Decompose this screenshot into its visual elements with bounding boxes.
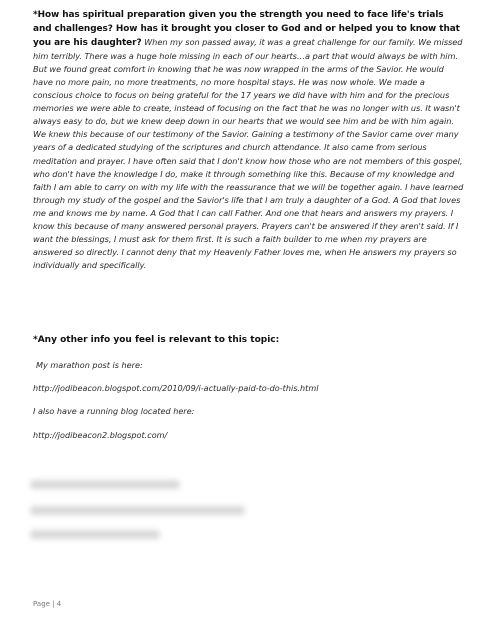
question-1-answer: When my son passed away, it was a great challenge for our family. We missed him terribly. There was a huge hole missing in each of our hearts…a part that would always be with him. But we found great comfort in knowing that he was now wrapped in the arms of the Savior. He would have no more pain, no more treatments, no more hospital stays. He was now whole. We made a conscious choice to focus on being grateful for the 17 years we did have with him and for the precious memories we were able to create, instead of focusing on the fact that he was no longer with us. It wasn't always easy to do, but we knew deep down in our hearts that we would see him and be with him again. We knew this because of our testimony of the Savior. Gaining a testimony of the Savior came over many years of a dedicated studying of the scriptures and church attendance. It also came from serious meditation and prayer. I have often said that I don't know how those who are not members of this gospel, who don't have the knowledge I do, make it through something like this. Because of my knowledge and faith I am able to carry on with my life with the reassurance that we will be together again. I have learned through my study of the gospel and the Savior's life that I am truly a daughter of a God. A God that loves me and knows me by name. A God that I can call Father. And one that hears and answers my prayers. I know this because of many answered personal prayers. Prayers can't be answered if they aren't said. If I want the blessings, I must ask for them first. It is such a faith builder to me when my prayers are answered so directly. I cannot deny that my Heavenly Father loves me, when He answers my prayers so individually and specifically. (33, 37, 464, 270)
page-number: Page | 4 (33, 600, 62, 608)
marathon-link: http://jodibeacon.blogspot.com/2010/09/i-actually-paid-to-do-this.html (33, 383, 319, 393)
marathon-label: My marathon post is here: (36, 360, 143, 370)
question-1-prompt: *How has spiritual preparation given you the strength you need to face life's trials and challenges? How has it brought you closer to God and or helped you to know that you are his daughter? (33, 10, 460, 49)
running-blog-label: I also have a running blog located here: (33, 406, 195, 416)
blurred-signature (30, 476, 290, 546)
question-2-prompt: *Any other info you feel is relevant to this topic: (33, 335, 280, 345)
running-blog-link: http://jodibeacon2.blogspot.com/ (33, 430, 168, 440)
question-1-block (33, 8, 465, 272)
